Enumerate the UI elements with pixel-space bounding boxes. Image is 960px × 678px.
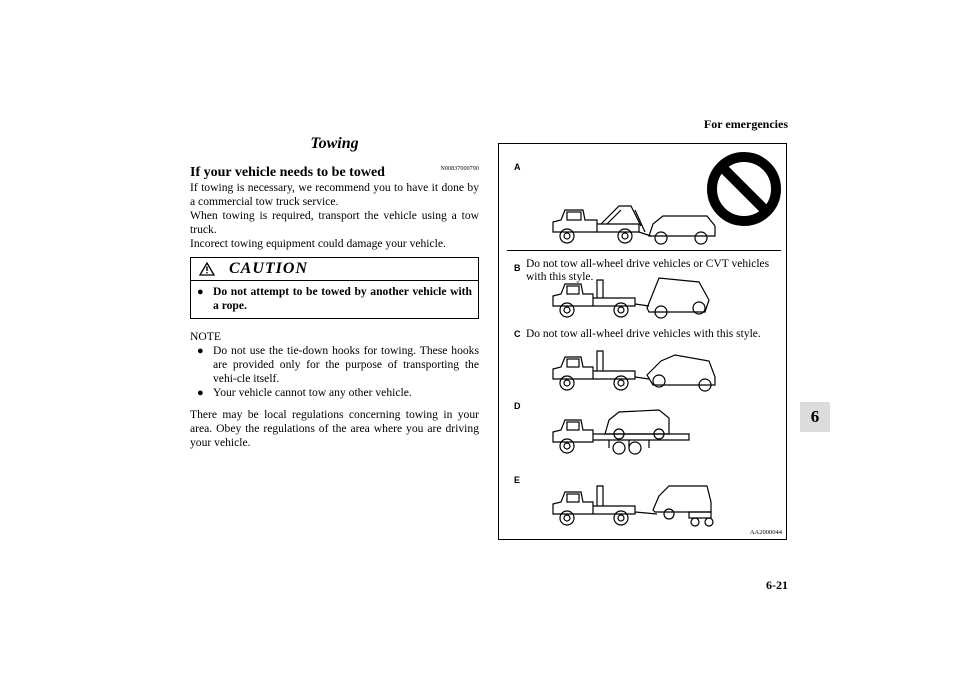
note-list: [197, 344, 479, 400]
caution-body: [191, 280, 478, 318]
caution-text: Do not attempt to be towed by another vehicle with a rope.: [213, 285, 472, 312]
figure-label-e: E: [514, 475, 521, 485]
page-number: 6-21: [766, 578, 788, 592]
figure-divider: [507, 250, 781, 251]
note-text: Do not use the tie-down hooks for towing. These hooks are provided only for the purpose of transporting the vehi-cle itself.: [213, 344, 479, 385]
left-column: [190, 135, 479, 450]
note-item: [197, 344, 479, 386]
subheading: If your vehicle needs to be towed: [190, 165, 385, 180]
section-title: Towing: [310, 135, 359, 152]
caution-header: [191, 258, 478, 280]
tow-dolly-illustration: [549, 482, 719, 528]
note-item: [197, 386, 479, 400]
flatbed-carrier-illustration: [549, 406, 719, 458]
bullet-icon: ●: [197, 387, 204, 399]
figure-caption-c: Do not tow all-wheel drive vehicles with this style.: [526, 328, 761, 340]
chapter-tab[interactable]: 6: [800, 402, 830, 432]
section-code: N00837000790: [440, 166, 479, 172]
paragraph: When towing is required, transport the vehicle using a tow truck.: [190, 209, 479, 236]
bullet-icon: ●: [197, 345, 204, 357]
bullet-icon: ●: [197, 286, 204, 298]
towing-figure: [498, 143, 787, 540]
note-label: NOTE: [190, 330, 221, 343]
rear-lift-tow-illustration: [549, 274, 719, 320]
caution-title: CAUTION: [229, 260, 309, 277]
closing-paragraph: There may be local regulations concerning towing in your area. Obey the regulations of the area where you are driving your vehicle.: [190, 408, 479, 449]
caution-box: [190, 257, 479, 319]
front-lift-tow-illustration: [549, 347, 719, 393]
paragraph: Incorect towing equipment could damage your vehicle.: [190, 237, 446, 250]
figure-code: AA2000044: [749, 529, 782, 536]
figure-label-d: D: [514, 401, 521, 411]
figure-label-b: B: [514, 263, 521, 273]
paragraph: If towing is necessary, we recommend you to have it done by a commercial tow truck service.: [190, 181, 479, 208]
figure-label-a: A: [514, 162, 521, 172]
sling-tow-illustration: [549, 202, 719, 248]
warning-triangle-icon: [199, 262, 215, 276]
figure-label-c: C: [514, 329, 521, 339]
caution-item: [197, 285, 472, 313]
chapter-title: For emergencies: [703, 117, 788, 131]
note-text: Your vehicle cannot tow any other vehicle.: [213, 386, 412, 399]
figure-caption-b: Do not tow all-wheel drive vehicles or CVT vehicles with this style.: [526, 258, 770, 283]
